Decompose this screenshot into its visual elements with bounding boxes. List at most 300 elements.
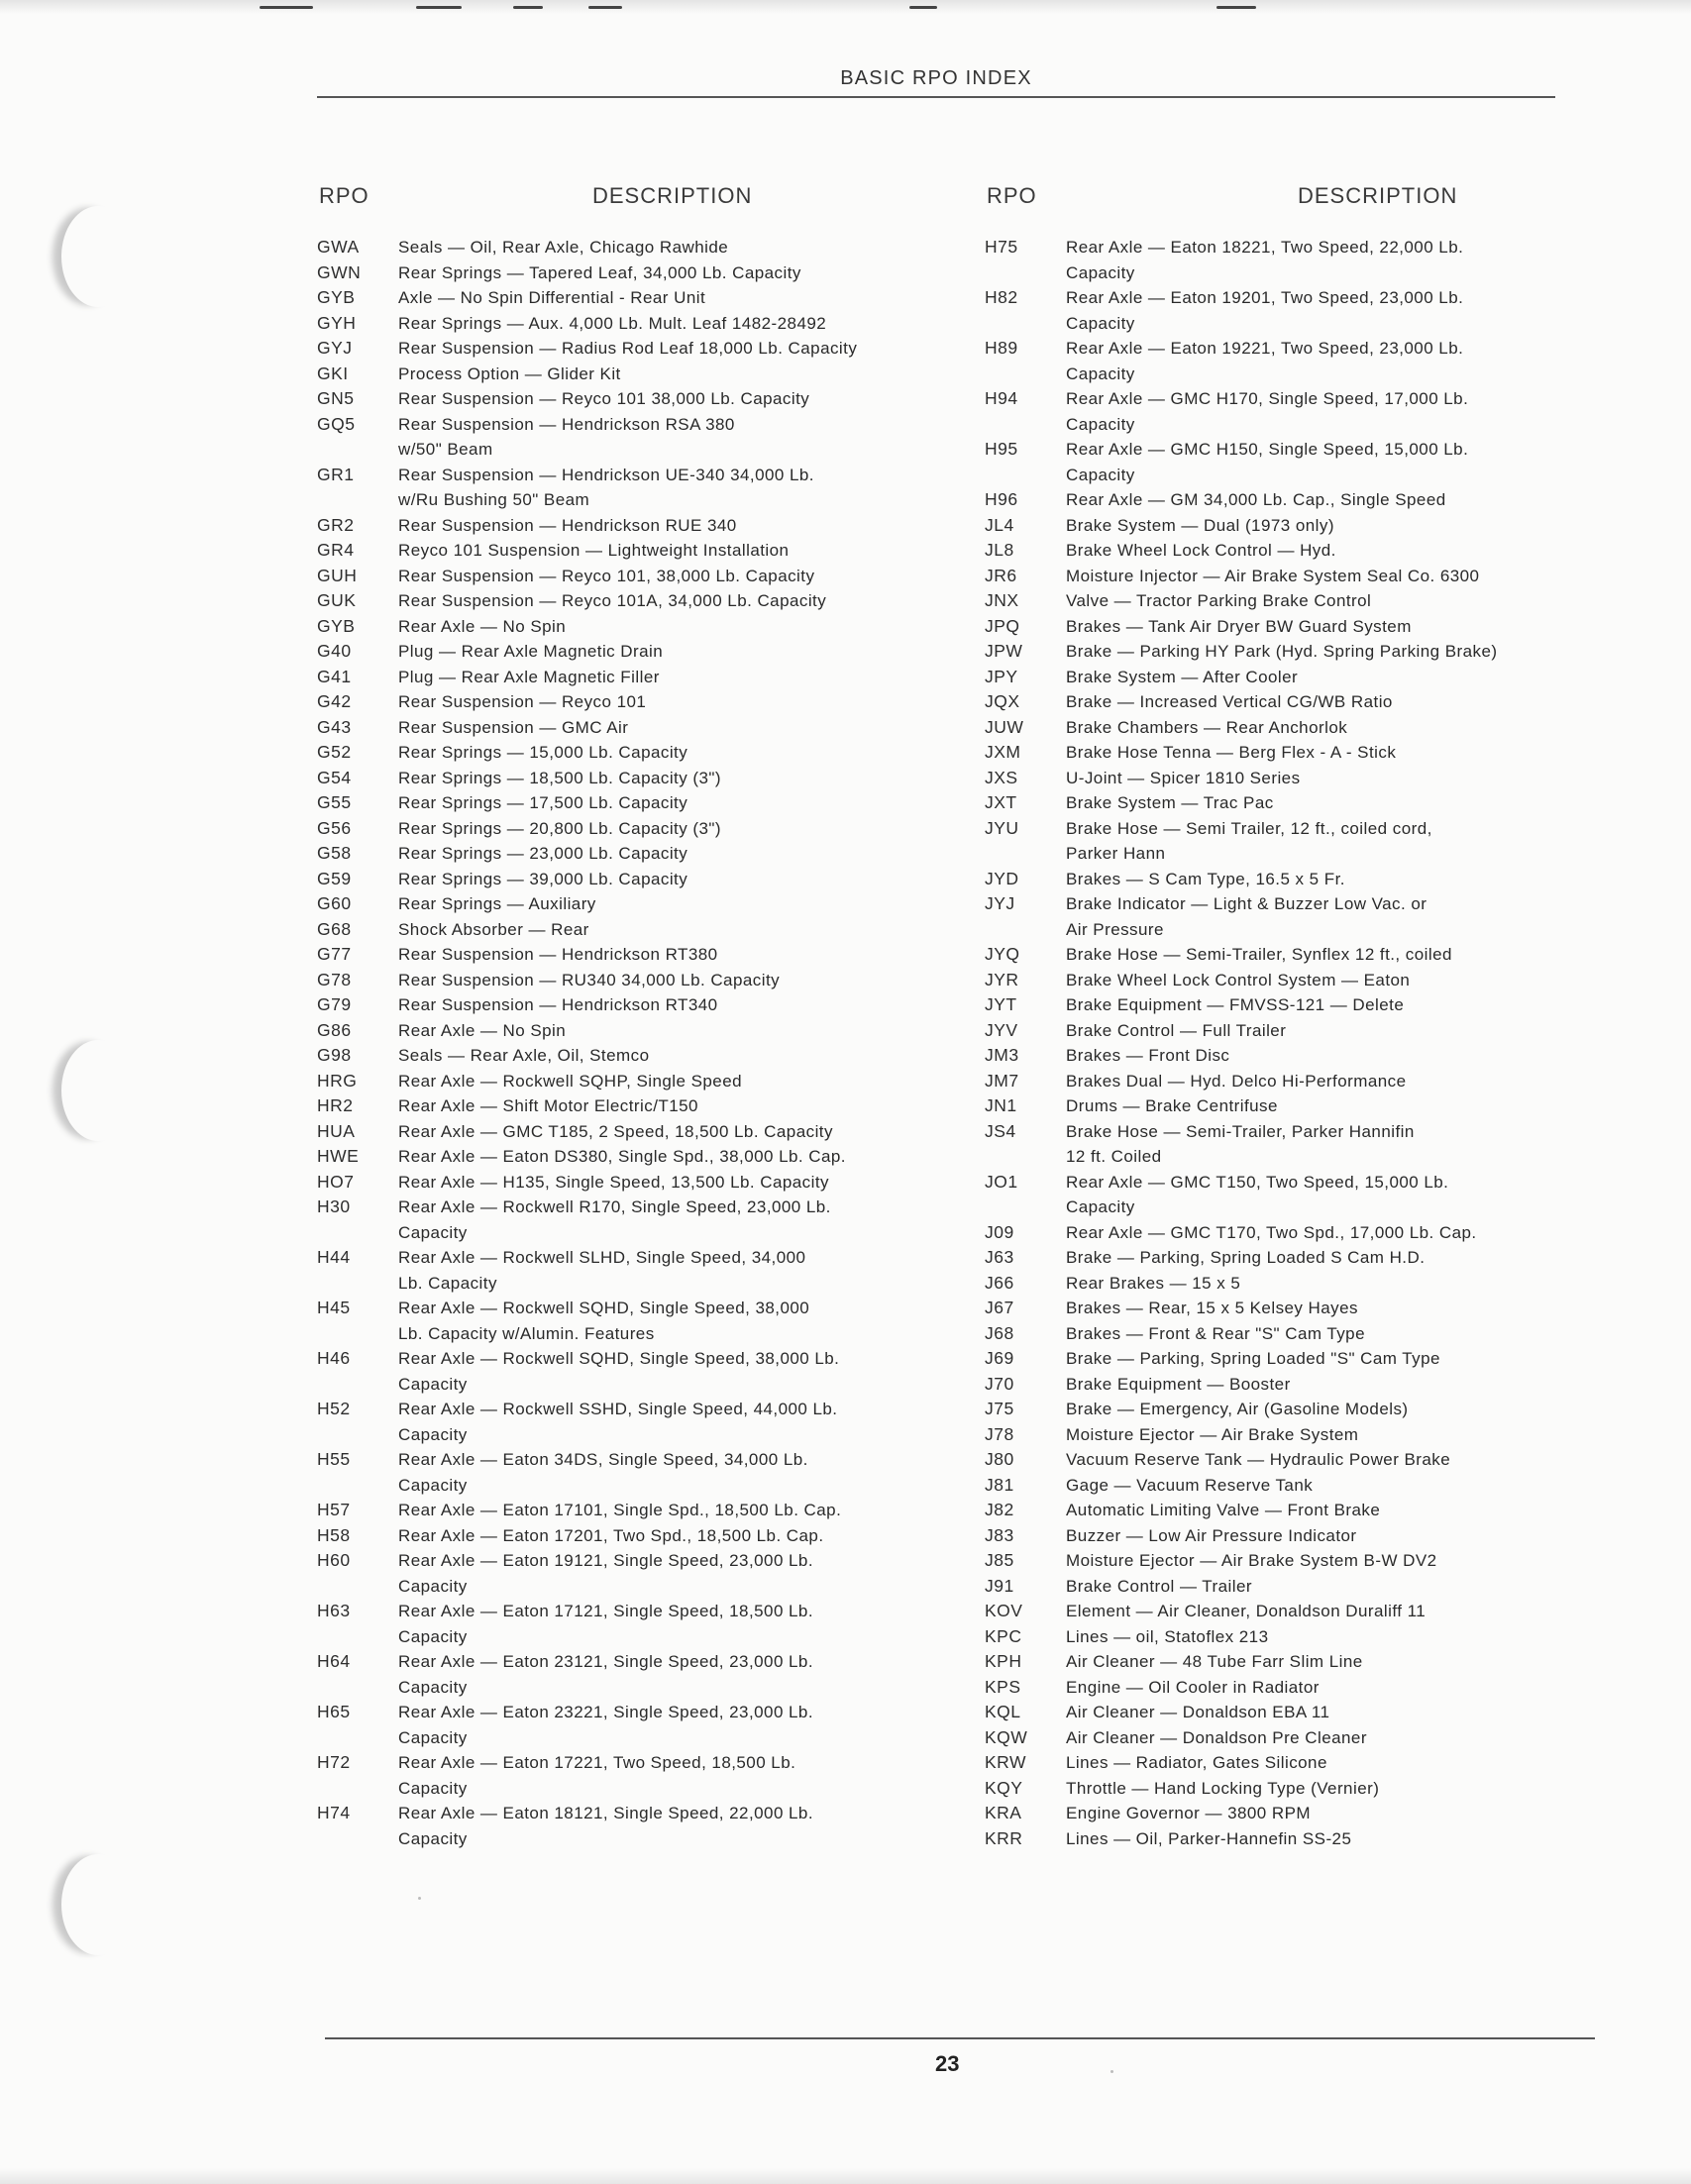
- rpo-code: HR2: [317, 1095, 354, 1115]
- rpo-description: Rear Suspension — Hendrickson UE-340 34,000 Lb.: [398, 465, 814, 484]
- rpo-description: Brake — Increased Vertical CG/WB Ratio: [1066, 692, 1393, 711]
- index-row: [315, 588, 857, 614]
- rpo-code: J82: [985, 1500, 1014, 1519]
- index-row: [983, 386, 1498, 412]
- rpo-code: H45: [317, 1298, 351, 1317]
- index-row: [315, 867, 857, 892]
- rpo-code: KRW: [985, 1752, 1027, 1772]
- rpo-description: Buzzer — Low Air Pressure Indicator: [1066, 1525, 1357, 1545]
- index-row: [983, 1018, 1498, 1044]
- rpo-code: H64: [317, 1651, 351, 1671]
- index-row: [315, 1548, 857, 1574]
- rpo-code: KPC: [985, 1625, 1022, 1646]
- left-index-column: [315, 235, 857, 1851]
- rpo-description: Rear Axle — Rockwell SLHD, Single Speed, 34,000: [398, 1248, 806, 1267]
- rpo-code: HO7: [317, 1171, 355, 1192]
- rpo-description: Brake — Emergency, Air (Gasoline Models): [1066, 1400, 1409, 1418]
- rpo-description: Rear Axle — H135, Single Speed, 13,500 Lb. Capacity: [398, 1172, 829, 1192]
- rpo-description: w/50" Beam: [398, 440, 493, 459]
- index-row: [315, 1043, 857, 1069]
- rpo-description: Rear Axle — Eaton 19201, Two Speed, 23,000 Lb.: [1066, 288, 1464, 307]
- rpo-description: Rear Suspension — Reyco 101A, 34,000 Lb. Capacity: [398, 591, 827, 610]
- rpo-description: Brake Hose — Semi-Trailer, Synflex 12 ft., coiled: [1066, 945, 1452, 964]
- rpo-code: KRR: [985, 1827, 1023, 1848]
- right-description-header: DESCRIPTION: [1298, 183, 1458, 208]
- scan-speck: [1110, 2070, 1113, 2073]
- rpo-code: KRA: [985, 1803, 1022, 1822]
- index-row: [983, 1776, 1498, 1802]
- index-row: [983, 538, 1498, 564]
- rpo-description: Brake Control — Full Trailer: [1066, 1020, 1287, 1040]
- index-row: [315, 1776, 857, 1802]
- index-row: [983, 1321, 1498, 1347]
- rpo-description: Capacity: [1066, 262, 1135, 282]
- rpo-code: G78: [317, 969, 352, 989]
- left-description-header: DESCRIPTION: [592, 183, 753, 208]
- index-row: [983, 639, 1498, 665]
- rpo-description: Brake System — After Cooler: [1066, 667, 1299, 686]
- rpo-code-spacer: [315, 1624, 398, 1650]
- index-row: [315, 614, 857, 640]
- rpo-code: JYQ: [985, 944, 1020, 964]
- rpo-description: Vacuum Reserve Tank — Hydraulic Power Brake: [1066, 1450, 1451, 1469]
- index-row: [983, 463, 1498, 488]
- rpo-code: H89: [985, 338, 1018, 358]
- index-row: [983, 917, 1498, 943]
- rpo-code-spacer: [983, 1195, 1066, 1220]
- page-title: BASIC RPO INDEX: [840, 67, 1032, 89]
- index-row: [315, 1144, 857, 1170]
- index-row: [983, 614, 1498, 640]
- index-row: [983, 740, 1498, 766]
- rpo-code: J67: [985, 1298, 1014, 1317]
- index-row: [983, 285, 1498, 311]
- index-row: [983, 588, 1498, 614]
- rpo-code: H46: [317, 1348, 351, 1368]
- rpo-code: GKI: [317, 363, 349, 383]
- rpo-code: G60: [317, 893, 352, 913]
- index-row: [983, 1624, 1498, 1650]
- rpo-description: Capacity: [398, 1626, 468, 1646]
- index-row: [315, 1372, 857, 1398]
- index-row: [983, 362, 1498, 387]
- rpo-code: G43: [317, 716, 352, 737]
- rpo-description: Rear Axle — GMC T185, 2 Speed, 18,500 Lb. Capacity: [398, 1121, 833, 1141]
- rpo-code: JPY: [985, 666, 1018, 686]
- rpo-code: JYT: [985, 994, 1017, 1014]
- rpo-description: Rear Axle — GM 34,000 Lb. Cap., Single Speed: [1066, 490, 1446, 509]
- rpo-description: Rear Axle — Eaton 23121, Single Speed, 23,000 Lb.: [398, 1652, 814, 1671]
- rpo-description: Seals — Rear Axle, Oil, Stemco: [398, 1046, 650, 1065]
- index-row: [315, 487, 857, 513]
- rpo-description: Rear Axle — Rockwell SQHP, Single Speed: [398, 1071, 743, 1091]
- rpo-description: Capacity: [398, 1727, 468, 1747]
- rpo-description: Rear Springs — 23,000 Lb. Capacity: [398, 844, 688, 863]
- rpo-description: Moisture Injector — Air Brake System Seal Co. 6300: [1066, 566, 1480, 585]
- rpo-code: H52: [317, 1399, 351, 1418]
- index-row: [315, 1422, 857, 1448]
- rpo-description: Rear Axle — Eaton 19221, Two Speed, 23,000 Lb.: [1066, 339, 1464, 358]
- rpo-description: Rear Springs — 18,500 Lb. Capacity (3"): [398, 768, 721, 787]
- index-row: [315, 790, 857, 816]
- rpo-code: G79: [317, 994, 352, 1014]
- rpo-code: JXT: [985, 792, 1017, 812]
- punch-hole-top: [61, 206, 135, 307]
- index-row: [983, 1271, 1498, 1297]
- rpo-code-spacer: [983, 841, 1066, 867]
- rpo-description: Moisture Ejector — Air Brake System: [1066, 1424, 1359, 1444]
- rpo-code: G77: [317, 944, 352, 964]
- rpo-code: JYJ: [985, 893, 1015, 913]
- index-row: [315, 1574, 857, 1600]
- index-row: [983, 841, 1498, 867]
- footer-rule: [325, 2037, 1595, 2039]
- index-row: [983, 513, 1498, 539]
- rpo-code: JYU: [985, 817, 1019, 838]
- rpo-description: Rear Axle — GMC T170, Two Spd., 17,000 Lb. Cap.: [1066, 1222, 1477, 1242]
- rpo-description: Rear Axle — Rockwell SSHD, Single Speed, 44,000 Lb.: [398, 1400, 838, 1418]
- rpo-code: G59: [317, 868, 352, 888]
- rpo-code: JYD: [985, 868, 1019, 888]
- index-row: [315, 1321, 857, 1347]
- index-row: [983, 867, 1498, 892]
- rpo-code: GUH: [317, 565, 358, 585]
- rpo-description: Rear Suspension — GMC Air: [398, 717, 629, 737]
- rpo-code: JM7: [985, 1070, 1019, 1091]
- rpo-description: Rear Suspension — Radius Rod Leaf 18,000 Lb. Capacity: [398, 339, 858, 358]
- rpo-description: w/Ru Bushing 50" Beam: [398, 490, 590, 509]
- index-row: [315, 1346, 857, 1372]
- rpo-description: Brake — Parking HY Park (Hyd. Spring Parking Brake): [1066, 642, 1498, 661]
- rpo-code: GN5: [317, 388, 355, 408]
- index-row: [315, 816, 857, 842]
- rpo-description: Shock Absorber — Rear: [398, 919, 589, 939]
- index-row: [315, 1195, 857, 1220]
- rpo-description: Plug — Rear Axle Magnetic Filler: [398, 667, 660, 686]
- rpo-code-spacer: [983, 311, 1066, 337]
- index-row: [315, 1069, 857, 1094]
- index-row: [315, 1624, 857, 1650]
- rpo-description: Moisture Ejector — Air Brake System B-W DV2: [1066, 1551, 1437, 1570]
- rpo-code-spacer: [983, 463, 1066, 488]
- rpo-description: Engine Governor — 3800 RPM: [1066, 1804, 1311, 1822]
- rpo-description: Drums — Brake Centrifuse: [1066, 1096, 1278, 1115]
- rpo-code: JM3: [985, 1045, 1019, 1065]
- index-row: [983, 1599, 1498, 1624]
- index-row: [315, 766, 857, 791]
- index-row: [315, 1801, 857, 1826]
- rpo-code-spacer: [983, 1144, 1066, 1170]
- rpo-code: G41: [317, 666, 352, 686]
- rpo-description: Brakes — Front Disc: [1066, 1046, 1230, 1065]
- rpo-code: JXS: [985, 767, 1018, 787]
- rpo-code: G58: [317, 843, 352, 863]
- index-row: [315, 235, 857, 260]
- rpo-code: JYR: [985, 969, 1019, 989]
- index-row: [315, 285, 857, 311]
- index-row: [983, 564, 1498, 589]
- rpo-description: Capacity: [398, 1576, 468, 1596]
- index-row: [983, 942, 1498, 968]
- rpo-code: H75: [985, 237, 1018, 257]
- rpo-code: HWE: [317, 1146, 360, 1166]
- rpo-description: Throttle — Hand Locking Type (Vernier): [1066, 1778, 1380, 1798]
- rpo-description: Rear Springs — Aux. 4,000 Lb. Mult. Leaf 1482-28492: [398, 313, 827, 333]
- rpo-code-spacer: [315, 1725, 398, 1751]
- rpo-description: Rear Axle — Eaton 18221, Two Speed, 22,000 Lb.: [1066, 238, 1464, 257]
- right-rpo-header: RPO: [987, 183, 1037, 208]
- index-row: [983, 1548, 1498, 1574]
- rpo-code-spacer: [315, 437, 398, 463]
- rpo-code: JL4: [985, 514, 1014, 535]
- index-row: [983, 1725, 1498, 1751]
- rpo-code: J80: [985, 1449, 1014, 1469]
- rpo-description: Rear Suspension — Hendrickson RSA 380: [398, 414, 735, 434]
- rpo-code: G56: [317, 817, 352, 838]
- rpo-code: JYV: [985, 1019, 1018, 1040]
- rpo-description: Gage — Vacuum Reserve Tank: [1066, 1475, 1314, 1495]
- index-row: [983, 412, 1498, 438]
- rpo-code: JUW: [985, 716, 1024, 737]
- index-row: [983, 1826, 1498, 1852]
- index-row: [983, 1750, 1498, 1776]
- rpo-code: JN1: [985, 1095, 1017, 1115]
- rpo-description: Air Cleaner — 48 Tube Farr Slim Line: [1066, 1652, 1363, 1671]
- index-row: [983, 1346, 1498, 1372]
- index-row: [315, 1826, 857, 1852]
- rpo-description: Rear Axle — Eaton 17201, Two Spd., 18,500 Lb. Cap.: [398, 1525, 824, 1545]
- index-row: [983, 311, 1498, 337]
- index-row: [983, 235, 1498, 260]
- rpo-code: J68: [985, 1322, 1014, 1343]
- index-row: [315, 437, 857, 463]
- index-row: [983, 1473, 1498, 1499]
- index-row: [983, 766, 1498, 791]
- index-row: [315, 1170, 857, 1196]
- rpo-code-spacer: [315, 487, 398, 513]
- rpo-description: Rear Springs — Tapered Leaf, 34,000 Lb. Capacity: [398, 262, 801, 282]
- rpo-description: U-Joint — Spicer 1810 Series: [1066, 768, 1301, 787]
- index-row: [315, 639, 857, 665]
- rpo-code: KQL: [985, 1702, 1021, 1721]
- rpo-code: GYB: [317, 615, 356, 636]
- index-row: [315, 1245, 857, 1271]
- index-row: [315, 386, 857, 412]
- index-row: [315, 1599, 857, 1624]
- rpo-code: H60: [317, 1550, 351, 1570]
- punch-hole-bottom: [61, 1854, 135, 1955]
- rpo-description: Brake Equipment — FMVSS-121 — Delete: [1066, 995, 1405, 1014]
- rpo-description: Process Option — Glider Kit: [398, 364, 621, 383]
- rpo-code: GQ5: [317, 413, 356, 434]
- index-row: [983, 816, 1498, 842]
- index-row: [315, 942, 857, 968]
- rpo-description: Axle — No Spin Differential - Rear Unit: [398, 288, 706, 307]
- rpo-code: H65: [317, 1702, 351, 1721]
- index-row: [983, 891, 1498, 917]
- rpo-description: Lines — Oil, Parker-Hannefin SS-25: [1066, 1828, 1352, 1848]
- header-rule: [317, 96, 1555, 98]
- rpo-description: Brake System — Trac Pac: [1066, 793, 1274, 812]
- rpo-description: Rear Suspension — RU340 34,000 Lb. Capacity: [398, 970, 781, 989]
- scan-speck: [418, 1897, 421, 1900]
- rpo-description: Brake Hose — Semi Trailer, 12 ft., coiled cord,: [1066, 818, 1432, 838]
- rpo-description: Valve — Tractor Parking Brake Control: [1066, 591, 1372, 610]
- index-row: [983, 968, 1498, 993]
- rpo-description: Air Pressure: [1066, 919, 1164, 939]
- index-row: [983, 715, 1498, 741]
- rpo-description: Reyco 101 Suspension — Lightweight Installation: [398, 541, 790, 560]
- rpo-code: J81: [985, 1474, 1014, 1495]
- rpo-description: Brake Hose — Semi-Trailer, Parker Hannifin: [1066, 1121, 1415, 1141]
- index-row: [983, 1245, 1498, 1271]
- rpo-code: JPW: [985, 641, 1023, 661]
- rpo-code-spacer: [315, 1422, 398, 1448]
- rpo-description: Rear Axle — GMC H170, Single Speed, 17,000 Lb.: [1066, 389, 1469, 408]
- rpo-description: Brake Hose Tenna — Berg Flex - A - Stick: [1066, 743, 1397, 762]
- rpo-code: G55: [317, 792, 352, 812]
- rpo-code: J09: [985, 1221, 1014, 1242]
- rpo-description: Rear Axle — Eaton 18121, Single Speed, 22,000 Lb.: [398, 1804, 814, 1822]
- index-row: [315, 1473, 857, 1499]
- rpo-code: J63: [985, 1247, 1014, 1267]
- rpo-description: Rear Axle — Rockwell R170, Single Speed, 23,000 Lb.: [398, 1197, 831, 1216]
- index-row: [983, 1043, 1498, 1069]
- punch-hole-middle: [61, 1040, 135, 1141]
- index-row: [983, 260, 1498, 286]
- index-row: [315, 1220, 857, 1246]
- rpo-description: Rear Axle — Shift Motor Electric/T150: [398, 1096, 698, 1115]
- index-row: [983, 1195, 1498, 1220]
- rpo-description: Capacity: [398, 1778, 468, 1798]
- index-row: [315, 513, 857, 539]
- rpo-code: H72: [317, 1752, 351, 1772]
- rpo-code: HRG: [317, 1070, 358, 1091]
- rpo-code: GYH: [317, 312, 357, 333]
- index-row: [983, 487, 1498, 513]
- rpo-description: Capacity: [398, 1828, 468, 1848]
- index-row: [315, 1447, 857, 1473]
- rpo-description: Automatic Limiting Valve — Front Brake: [1066, 1501, 1381, 1519]
- index-row: [315, 715, 857, 741]
- index-row: [315, 362, 857, 387]
- rpo-code: GUK: [317, 590, 357, 610]
- rpo-code: H63: [317, 1601, 351, 1620]
- rpo-code: G98: [317, 1045, 352, 1065]
- rpo-description: Capacity: [398, 1424, 468, 1444]
- rpo-description: Lb. Capacity w/Alumin. Features: [398, 1323, 655, 1343]
- index-row: [983, 790, 1498, 816]
- rpo-description: Capacity: [398, 1222, 468, 1242]
- index-row: [315, 1725, 857, 1751]
- rpo-description: Rear Suspension — Reyco 101 38,000 Lb. Capacity: [398, 389, 810, 408]
- rpo-description: Seals — Oil, Rear Axle, Chicago Rawhide: [398, 238, 729, 257]
- index-row: [983, 437, 1498, 463]
- rpo-code: J83: [985, 1524, 1014, 1545]
- rpo-code: GWN: [317, 261, 362, 282]
- rpo-description: Brake Equipment — Booster: [1066, 1374, 1291, 1394]
- rpo-description: Rear Axle — Rockwell SQHD, Single Speed, 38,000: [398, 1299, 810, 1317]
- rpo-code-spacer: [315, 1321, 398, 1347]
- index-row: [983, 689, 1498, 715]
- index-row: [983, 1801, 1498, 1826]
- rpo-code: HUA: [317, 1120, 356, 1141]
- index-row: [315, 1271, 857, 1297]
- rpo-description: Brake Wheel Lock Control — Hyd.: [1066, 541, 1336, 560]
- rpo-code: KPS: [985, 1676, 1021, 1697]
- index-row: [315, 1523, 857, 1549]
- rpo-description: Brake System — Dual (1973 only): [1066, 515, 1334, 535]
- index-row: [983, 1220, 1498, 1246]
- rpo-description: Capacity: [1066, 465, 1135, 484]
- rpo-code-spacer: [315, 1473, 398, 1499]
- index-row: [315, 1018, 857, 1044]
- index-row: [315, 412, 857, 438]
- rpo-description: Rear Springs — 20,800 Lb. Capacity (3"): [398, 818, 721, 838]
- index-row: [983, 1523, 1498, 1549]
- rpo-description: Plug — Rear Axle Magnetic Drain: [398, 642, 664, 661]
- rpo-description: Rear Springs — 15,000 Lb. Capacity: [398, 743, 688, 762]
- index-row: [983, 1574, 1498, 1600]
- rpo-code: J69: [985, 1348, 1014, 1368]
- rpo-code: GYB: [317, 287, 356, 307]
- index-row: [983, 1422, 1498, 1448]
- rpo-description: Rear Suspension — Reyco 101: [398, 692, 647, 711]
- index-row: [315, 665, 857, 690]
- rpo-code: J70: [985, 1373, 1014, 1394]
- index-row: [315, 463, 857, 488]
- rpo-description: Rear Axle — Eaton 17121, Single Speed, 18,500 Lb.: [398, 1602, 814, 1620]
- rpo-code: KQY: [985, 1777, 1023, 1798]
- rpo-description: Rear Axle — No Spin: [398, 1020, 567, 1040]
- rpo-code: GR2: [317, 514, 355, 535]
- index-row: [983, 1069, 1498, 1094]
- index-row: [315, 1093, 857, 1119]
- rpo-description: Lines — oil, Statoflex 213: [1066, 1626, 1269, 1646]
- rpo-description: Rear Axle — Eaton 23221, Single Speed, 23,000 Lb.: [398, 1703, 814, 1721]
- rpo-code: H55: [317, 1449, 351, 1469]
- rpo-description: Brake Wheel Lock Control System — Eaton: [1066, 970, 1411, 989]
- rpo-code: JNX: [985, 590, 1019, 610]
- rpo-description: Brake Chambers — Rear Anchorlok: [1066, 717, 1348, 737]
- rpo-description: Capacity: [1066, 414, 1135, 434]
- index-row: [315, 1498, 857, 1523]
- rpo-description: Brake — Parking, Spring Loaded "S" Cam Type: [1066, 1349, 1440, 1368]
- left-rpo-header: RPO: [319, 183, 370, 208]
- index-row: [315, 968, 857, 993]
- rpo-code: KQW: [985, 1726, 1028, 1747]
- rpo-code: H58: [317, 1524, 351, 1545]
- rpo-description: Rear Springs — 39,000 Lb. Capacity: [398, 869, 688, 888]
- rpo-code: JS4: [985, 1120, 1016, 1141]
- index-row: [315, 689, 857, 715]
- rpo-description: Rear Suspension — Hendrickson RT380: [398, 945, 718, 964]
- scan-top-edge: [0, 0, 1691, 14]
- rpo-description: Rear Springs — 17,500 Lb. Capacity: [398, 793, 688, 812]
- rpo-description: Brakes — Rear, 15 x 5 Kelsey Hayes: [1066, 1299, 1358, 1317]
- rpo-code: H74: [317, 1803, 351, 1822]
- rpo-description: Rear Axle — Rockwell SQHD, Single Speed, 38,000 Lb.: [398, 1349, 840, 1368]
- index-row: [315, 564, 857, 589]
- index-row: [315, 336, 857, 362]
- index-row: [983, 1447, 1498, 1473]
- rpo-code: G86: [317, 1019, 352, 1040]
- index-row: [315, 1675, 857, 1701]
- rpo-description: Brake — Parking, Spring Loaded S Cam H.D.: [1066, 1248, 1426, 1267]
- rpo-code: G42: [317, 691, 352, 711]
- index-row: [315, 1296, 857, 1321]
- rpo-description: Brakes — S Cam Type, 16.5 x 5 Fr.: [1066, 869, 1345, 888]
